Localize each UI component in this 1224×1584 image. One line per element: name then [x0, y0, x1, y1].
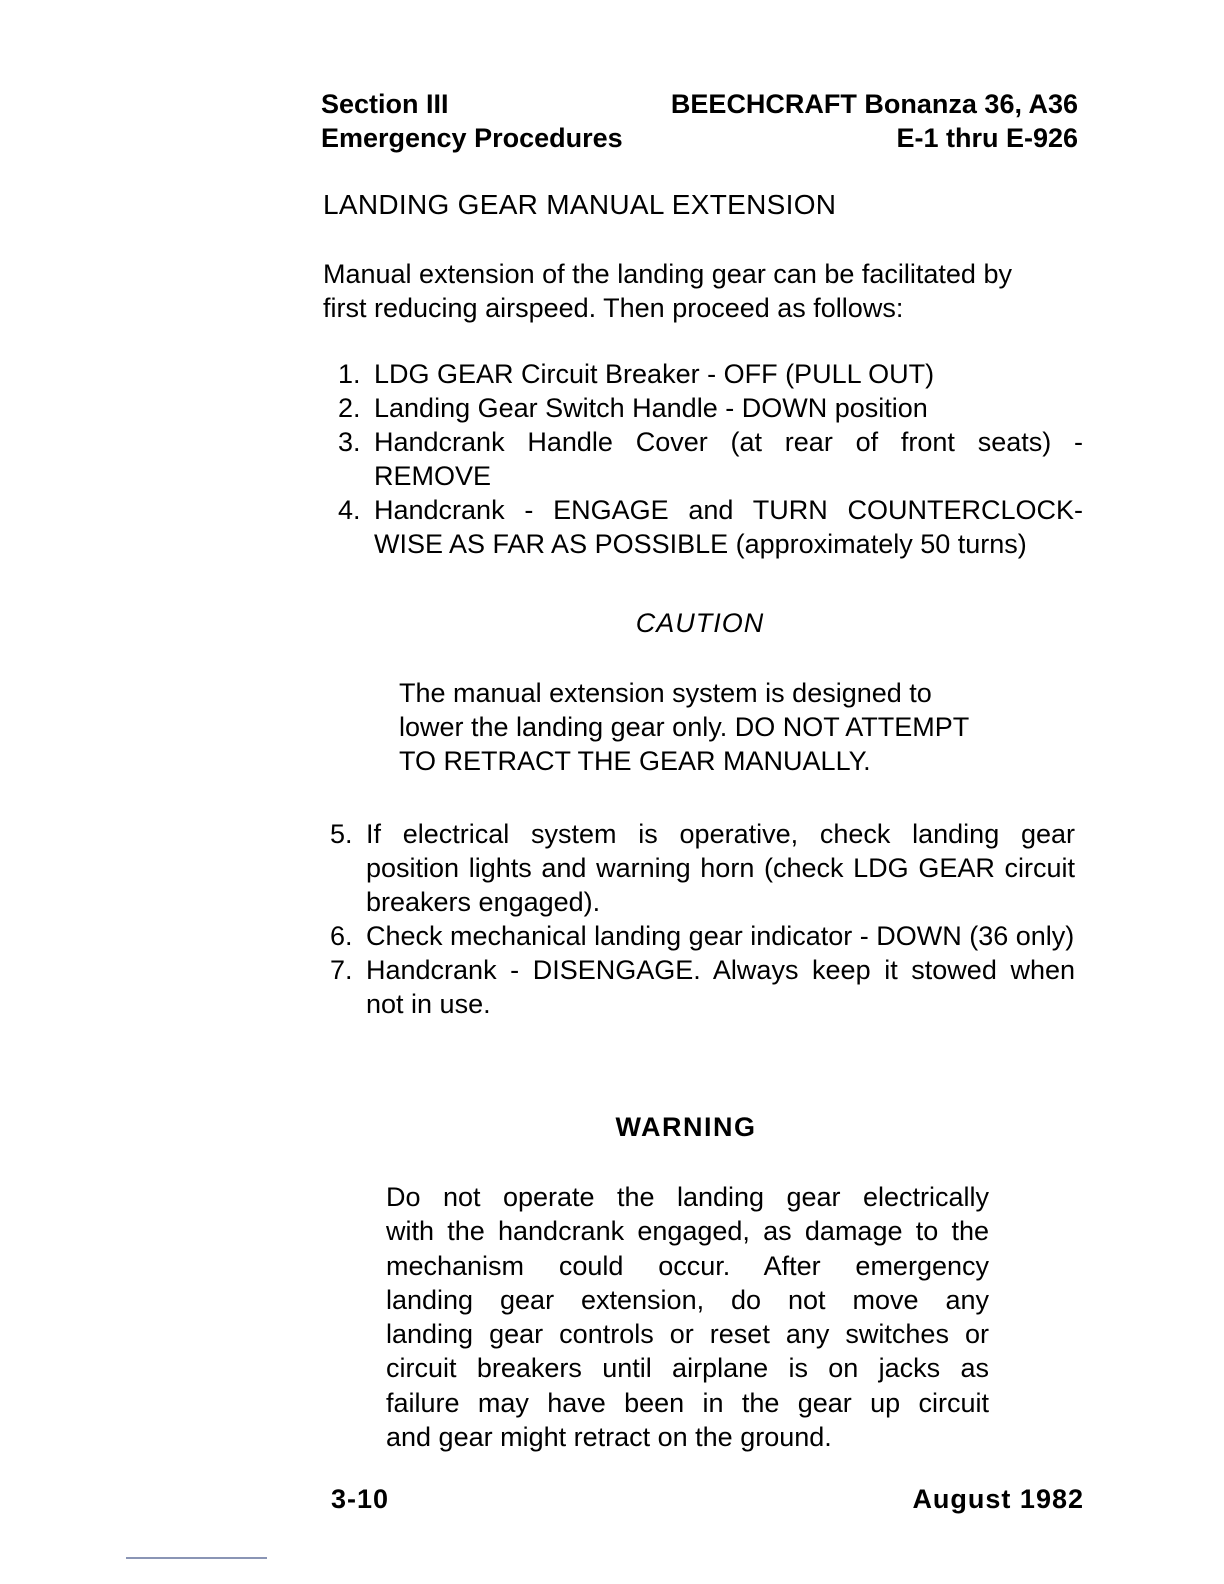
warning-line: landing gear controls or reset any switches or [386, 1319, 989, 1350]
warning-line: mechanism could occur. After emergency [386, 1250, 989, 1281]
aircraft-label: BEECHCRAFT Bonanza 36, A36 [670, 89, 1078, 119]
chapter-label: Emergency Procedures [321, 123, 623, 153]
step-text: LDG GEAR Circuit Breaker - OFF (PULL OUT) [374, 359, 935, 389]
step-number: 6. [330, 921, 353, 951]
step-number: 5. [330, 819, 353, 849]
warning-title: WARNING [615, 1112, 757, 1142]
step-number: 7. [330, 955, 353, 985]
warning-line: failure may have been in the gear up circuit [386, 1387, 989, 1418]
steps-list-second [330, 817, 1075, 1021]
procedure-title: LANDING GEAR MANUAL EXTENSION [323, 189, 837, 220]
step-text: Handcrank - ENGAGE and TURN COUNTERCLOCK-WISE AS FAR AS POSSIBLE (approximately 50 turns) [374, 495, 1083, 559]
warning-line: with the handcrank engaged, as damage to the [386, 1216, 989, 1247]
warning-line: landing gear extension, do not move any [386, 1284, 989, 1315]
step-item [338, 493, 1083, 561]
step-item [338, 425, 1083, 493]
intro-line: Manual extension of the landing gear can be facilitated by [323, 259, 1012, 289]
intro-line: first reducing airspeed. Then proceed as follows: [323, 293, 904, 323]
warning-line: Do not operate the landing gear electrically [386, 1182, 989, 1212]
warning-line: and gear might retract on the ground. [386, 1422, 832, 1453]
steps-list-first [338, 357, 1083, 561]
step-number: 3. [338, 427, 361, 457]
header-left [321, 87, 623, 155]
step-text: Handcrank - DISENGAGE. Always keep it stowed when not in use. [366, 955, 1075, 1019]
step-number: 4. [338, 495, 361, 525]
bottom-divider [126, 1557, 267, 1559]
caution-line: lower the landing gear only. DO NOT ATTEMPT [399, 712, 970, 742]
step-item [338, 357, 1083, 391]
header-right [671, 87, 1078, 155]
caution-line: The manual extension system is designed to [399, 678, 932, 708]
step-item [330, 953, 1075, 1021]
step-item [330, 919, 1075, 953]
step-text: If electrical system is operative, check landing gear position lights and warning horn (check LDG GEAR circuit breakers engaged). [366, 819, 1075, 917]
step-text: Check mechanical landing gear indicator - DOWN (36 only) [366, 921, 1075, 951]
step-number: 2. [338, 393, 361, 423]
step-item [338, 391, 1083, 425]
revision-date: August 1982 [912, 1484, 1084, 1514]
section-label: Section III [321, 89, 449, 119]
step-text: Handcrank Handle Cover (at rear of front seats) - REMOVE [374, 427, 1083, 491]
warning-line: circuit breakers until airplane is on jacks as [386, 1353, 989, 1384]
step-number: 1. [338, 359, 361, 389]
caution-line: TO RETRACT THE GEAR MANUALLY. [399, 746, 871, 776]
step-text: Landing Gear Switch Handle - DOWN position [374, 393, 928, 423]
procedure-intro [323, 257, 1077, 325]
serials-label: E-1 thru E-926 [896, 123, 1078, 153]
caution-title: CAUTION [635, 608, 765, 638]
warning-body [386, 1180, 989, 1454]
caution-body [399, 676, 1004, 778]
page-number: 3-10 [331, 1484, 390, 1514]
step-item [330, 817, 1075, 919]
